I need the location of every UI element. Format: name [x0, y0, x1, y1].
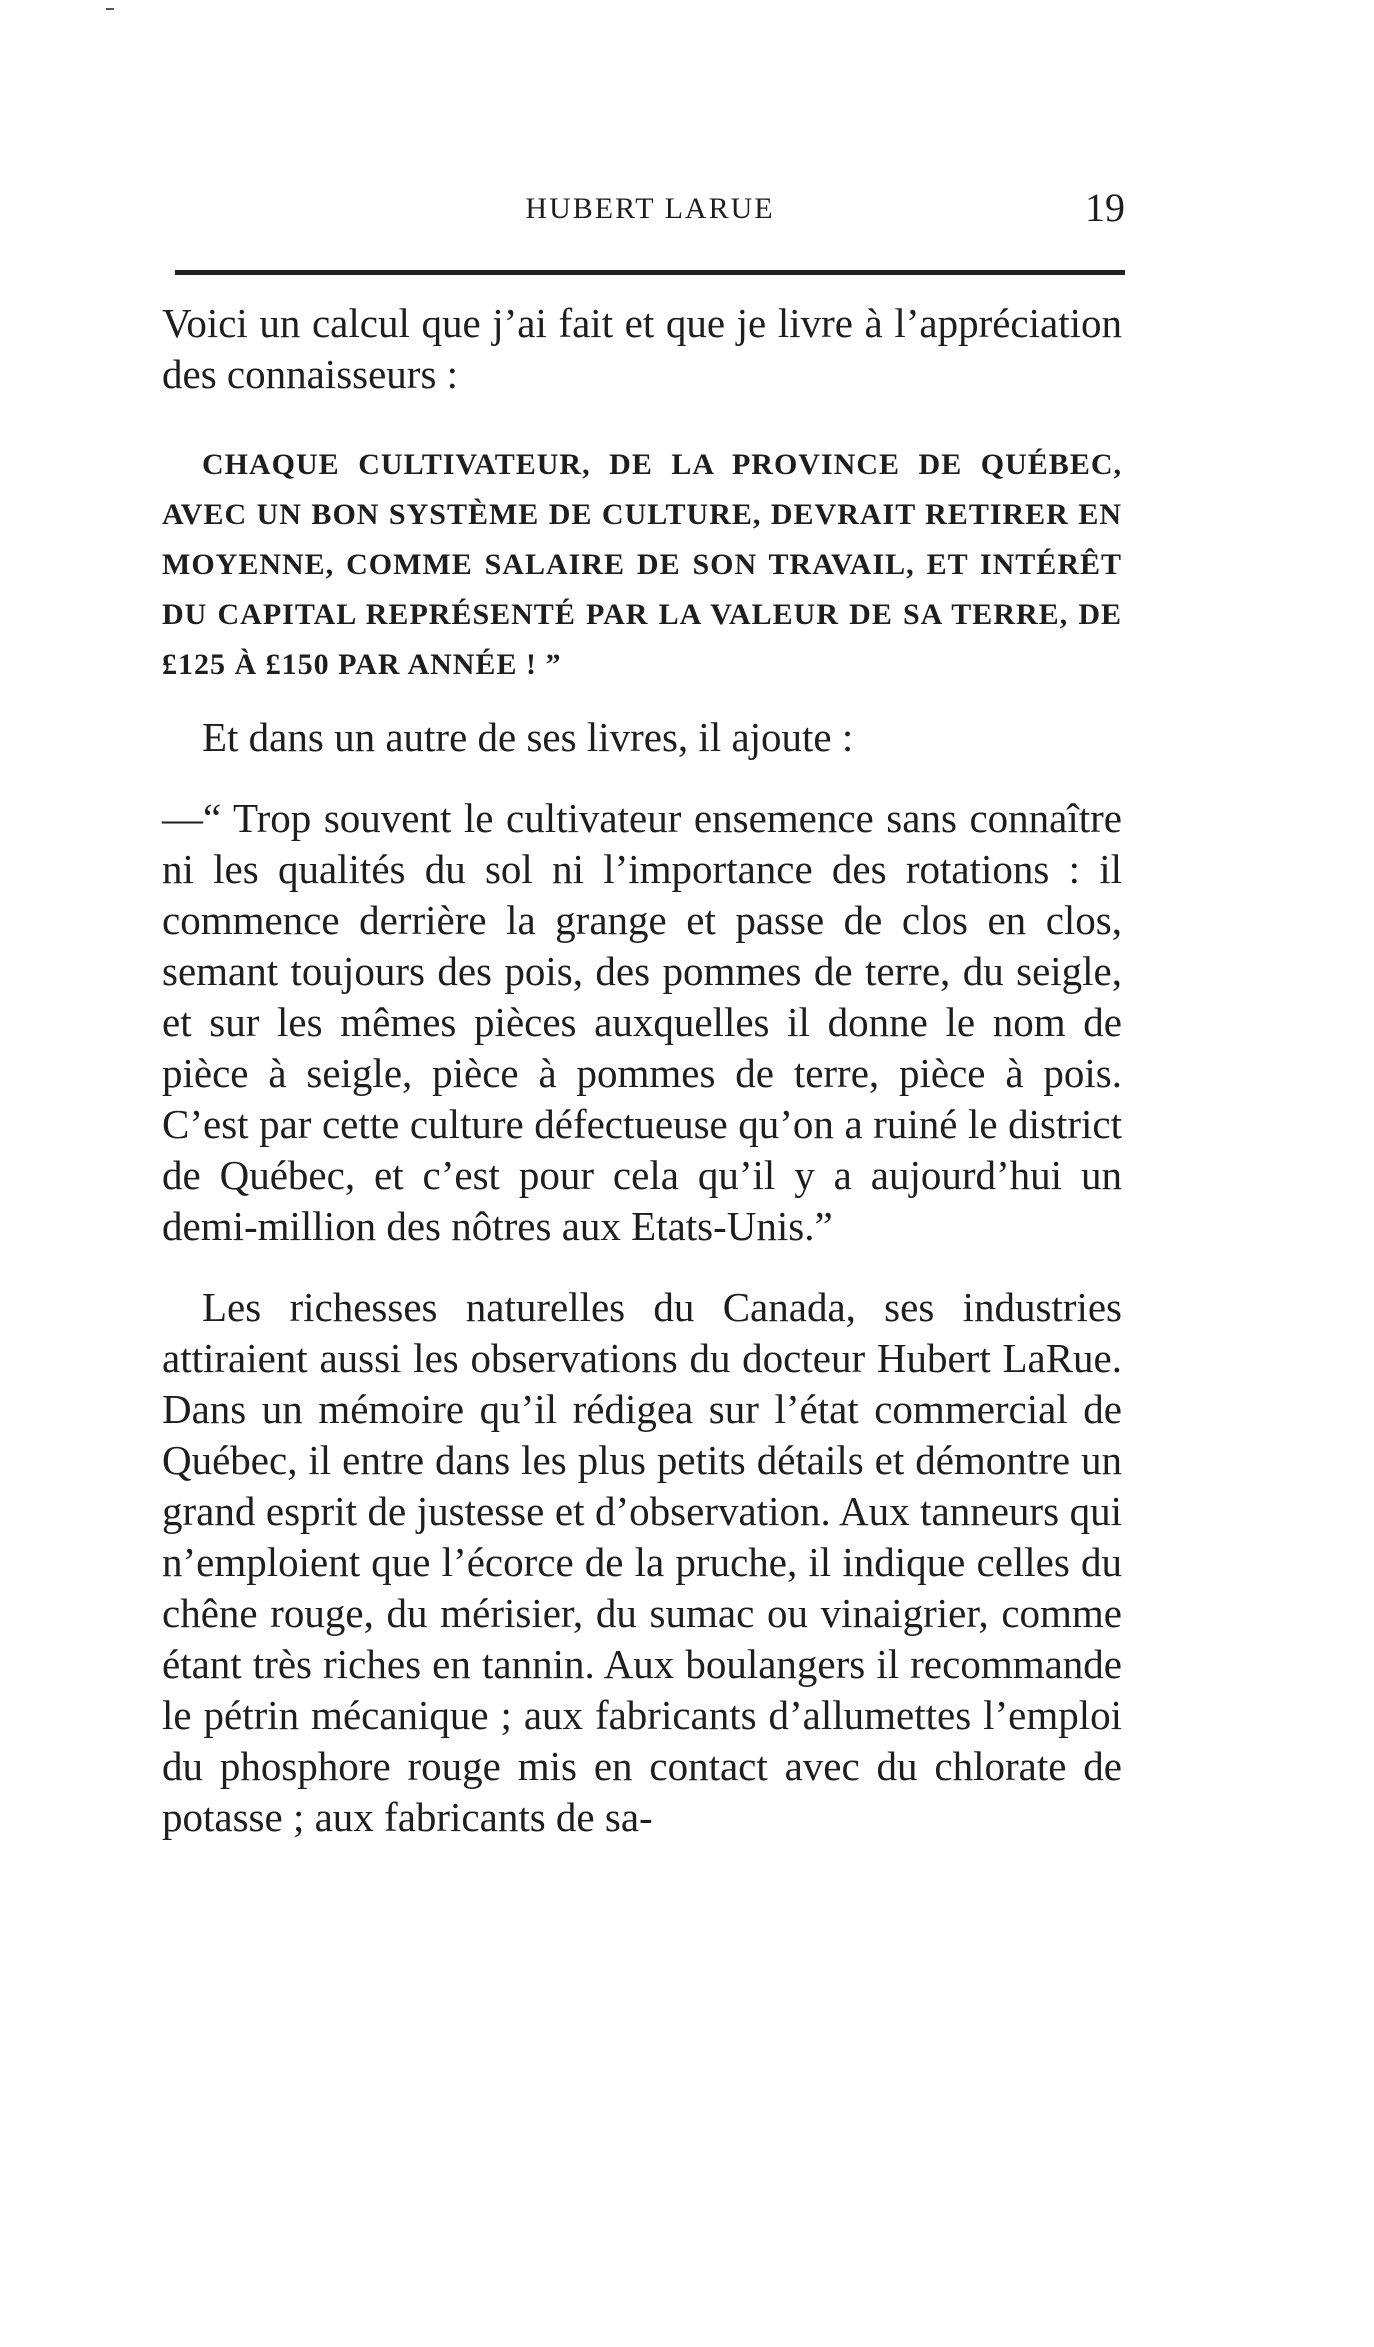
running-head	[175, 182, 1125, 232]
paragraph-quotation: —“ Trop souvent le cultivateur ensemence sans connaître ni les qualités du sol ni l’importance des rotations : il commence derrière la grange et passe de clos en clos, semant toujours des pois, des pommes de terre, du seigle, et sur les mêmes pièces auxquelles il donne le nom de pièce à seigle, pièce à pommes de terre, pièce à pois. C’est par cette culture défectueuse qu’on a ruiné le district de Québec, et c’est pour cela qu’il y a aujourd’hui un demi-million des nôtres aux Etats-Unis.”	[162, 795, 1122, 1249]
header-rule	[175, 270, 1125, 275]
running-title: HUBERT LARUE	[525, 192, 775, 225]
paragraph-small-caps-quote: CHAQUE CULTIVATEUR, DE LA PROVINCE DE QUÉBEC, AVEC UN BON SYSTÈME DE CULTURE, DEVRAIT RETIRER EN MOYENNE, COMME SALAIRE DE SON TRAVAIL, ET INTÉRÊT DU CAPITAL REPRÉSENTÉ PAR LA VALEUR DE SA TERRE, DE £125 À £150 PAR ANNÉE ! ”	[162, 448, 1122, 681]
paragraph-transition: Et dans un autre de ses livres, il ajoute :	[202, 714, 854, 760]
paragraph-intro: Voici un calcul que j’ai fait et que je livre à l’appréciation des connaisseurs :	[162, 300, 1122, 397]
page-number: 19	[1085, 185, 1125, 230]
body-text	[162, 298, 1122, 1843]
paragraph-industries: Les richesses naturelles du Canada, ses industries attiraient aussi les observations du docteur Hubert LaRue. Dans un mémoire qu’il rédigea sur l’état commercial de Québec, il entre dans les plus petits détails et démontre un grand esprit de justesse et d’observation. Aux tanneurs qui n’emploient que l’écorce de la pruche, il indique celles du chêne rouge, du mérisier, du sumac ou vinaigrier, comme étant très riches en tannin. Aux boulangers il recommande le pétrin mécanique ; aux fabricants d’allumettes l’emploi du phosphore rouge mis en contact avec du chlorate de potasse ; aux fabricants de sa-	[162, 1284, 1122, 1840]
scan-artifact	[106, 8, 114, 10]
